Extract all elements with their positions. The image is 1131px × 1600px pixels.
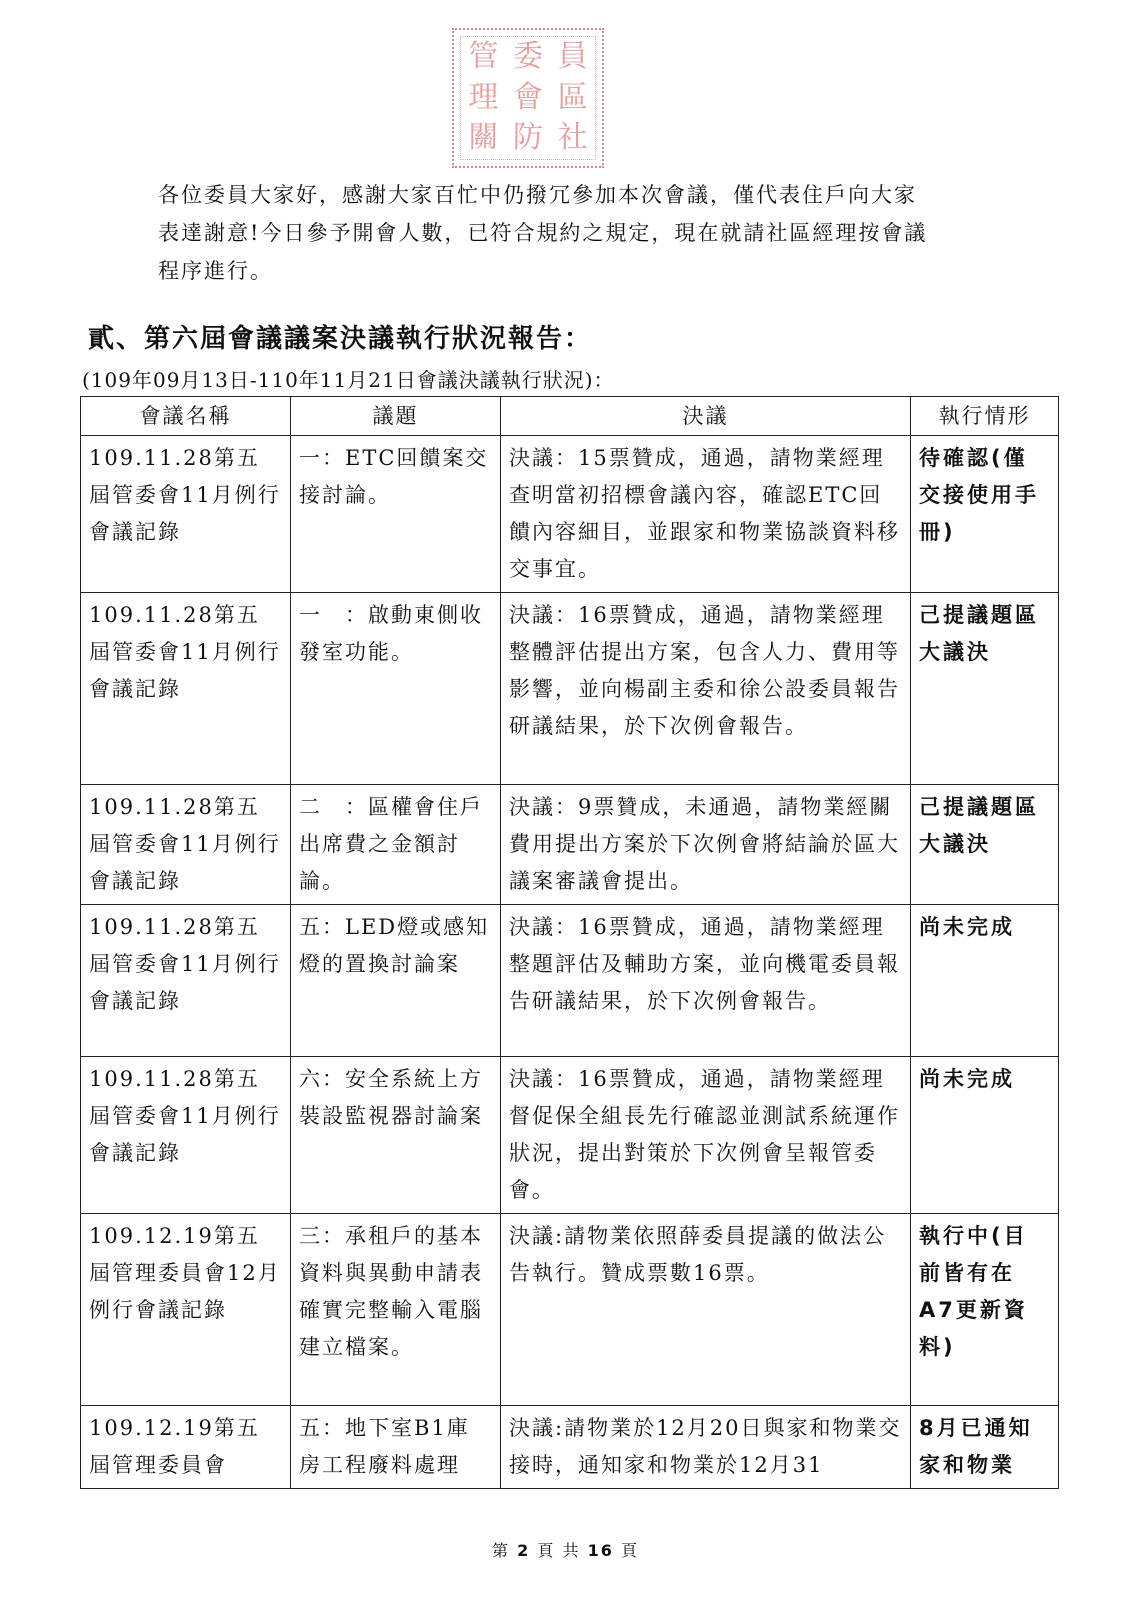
cell-status: 己提議題區大議決 — [911, 785, 1059, 905]
seal-char: 管 — [468, 39, 499, 74]
seal-char: 區 — [557, 79, 588, 115]
header-resolution: 決議 — [501, 397, 911, 436]
footer-page-number: 2 — [517, 1541, 531, 1560]
intro-line: 程序進行。 — [158, 259, 273, 283]
official-seal — [452, 28, 604, 168]
cell-status: 執行中(目前皆有在A7更新資料) — [911, 1214, 1059, 1406]
seal-char: 員 — [557, 39, 588, 74]
table-row — [81, 1214, 1059, 1406]
header-meeting: 會議名稱 — [81, 397, 291, 436]
resolution-status-table — [80, 396, 1059, 1489]
header-status: 執行情形 — [911, 397, 1059, 436]
seal-char: 會 — [512, 79, 543, 115]
table-row — [81, 1406, 1059, 1489]
section-period: (109年09月13日-110年11月21日會議決議執行狀況)： — [82, 368, 615, 392]
footer-middle: 頁 共 — [537, 1541, 581, 1560]
footer-suffix: 頁 — [620, 1541, 639, 1560]
cell-resolution: 決議：16票贊成，通過，請物業經理整題評估及輔助方案，並向機電委員報告研議結果，於下次例會報告。 — [501, 905, 911, 1057]
seal-char: 理 — [468, 79, 499, 115]
header-topic: 議題 — [291, 397, 501, 436]
seal-char: 關 — [468, 120, 499, 156]
table-row — [81, 436, 1059, 593]
table-row — [81, 1057, 1059, 1214]
cell-resolution: 決議:請物業依照薛委員提議的做法公告執行。贊成票數16票。 — [501, 1214, 911, 1406]
table-row — [81, 593, 1059, 785]
cell-meeting: 109.11.28第五屆管委會11月例行會議記錄 — [81, 436, 291, 593]
cell-meeting: 109.11.28第五屆管委會11月例行會議記錄 — [81, 593, 291, 785]
seal-char: 委 — [512, 39, 543, 74]
cell-topic: 六：安全系統上方裝設監視器討論案 — [291, 1057, 501, 1214]
cell-meeting: 109.12.19第五屆管理委員會12月例行會議記錄 — [81, 1214, 291, 1406]
section-title: 貳、第六屆會議議案決議執行狀況報告： — [88, 324, 593, 354]
cell-meeting: 109.12.19第五屆管理委員會 — [81, 1406, 291, 1489]
intro-line: 表達謝意!今日參予開會人數，已符合規約之規定，現在就請社區經理按會議 — [158, 221, 928, 245]
cell-meeting: 109.11.28第五屆管委會11月例行會議記錄 — [81, 905, 291, 1057]
cell-status: 待確認(僅交接使用手冊) — [911, 436, 1059, 593]
footer-prefix: 第 — [492, 1541, 511, 1560]
cell-resolution: 決議：15票贊成，通過，請物業經理查明當初招標會議內容，確認ETC回饋內容細目，並跟家和物業協談資料移交事宜。 — [501, 436, 911, 593]
cell-status: 尚未完成 — [911, 1057, 1059, 1214]
cell-topic: 三：承租戶的基本資料與異動申請表確實完整輸入電腦建立檔案。 — [291, 1214, 501, 1406]
cell-resolution: 決議：16票贊成，通過，請物業經理督促保全組長先行確認並測試系統運作狀況，提出對策於下次例會呈報管委會。 — [501, 1057, 911, 1214]
cell-topic: 一：ETC回饋案交接討論。 — [291, 436, 501, 593]
cell-resolution: 決議:請物業於12月20日與家和物業交接時，通知家和物業於12月31 — [501, 1406, 911, 1489]
footer-total-pages: 16 — [587, 1541, 614, 1560]
cell-status: 尚未完成 — [911, 905, 1059, 1057]
cell-topic: 二 ：區權會住戶出席費之金額討論。 — [291, 785, 501, 905]
cell-topic: 五：LED燈或感知燈的置換討論案 — [291, 905, 501, 1057]
seal-char: 防 — [512, 120, 543, 156]
cell-status: 8月已通知家和物業 — [911, 1406, 1059, 1489]
cell-topic: 五：地下室B1庫房工程廢料處理 — [291, 1406, 501, 1489]
cell-meeting: 109.11.28第五屆管委會11月例行會議記錄 — [81, 1057, 291, 1214]
table-header-row — [81, 397, 1059, 436]
cell-meeting: 109.11.28第五屆管委會11月例行會議記錄 — [81, 785, 291, 905]
table-row — [81, 905, 1059, 1057]
table-row — [81, 785, 1059, 905]
seal-characters — [460, 36, 596, 160]
intro-line: 各位委員大家好，感謝大家百忙中仍撥冗參加本次會議，僅代表住戶向大家 — [158, 183, 917, 207]
cell-topic: 一 ：啟動東側收發室功能。 — [291, 593, 501, 785]
intro-paragraph — [158, 176, 1058, 290]
page-footer — [0, 1538, 1131, 1561]
cell-resolution: 決議：9票贊成，未通過，請物業經關費用提出方案於下次例會將結論於區大議案審議會提出。 — [501, 785, 911, 905]
cell-status: 己提議題區大議決 — [911, 593, 1059, 785]
seal-char: 社 — [557, 120, 588, 156]
cell-resolution: 決議：16票贊成，通過，請物業經理整體評估提出方案，包含人力、費用等影響，並向楊副主委和徐公設委員報告研議結果，於下次例會報告。 — [501, 593, 911, 785]
